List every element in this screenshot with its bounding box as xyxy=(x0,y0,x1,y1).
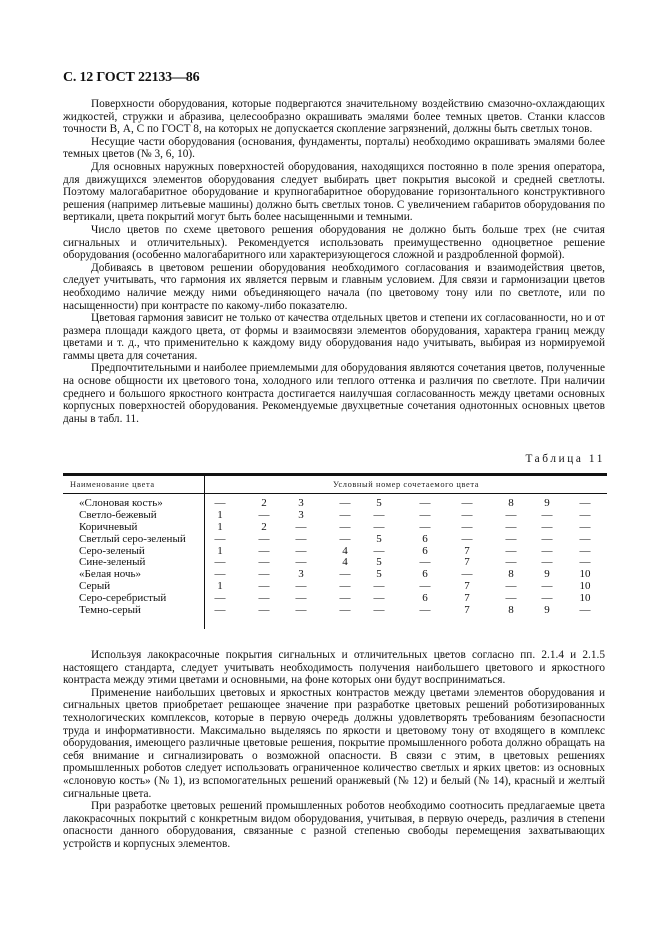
table-cell: — xyxy=(214,497,226,509)
table-cell: — xyxy=(258,556,270,569)
paragraph: Цветовая гармония зависит не только от качества отдельных цветов и степени их согласованности, но и от размера площади каждого цвета, от формы и взаимосвязи элементов оборудования, характера границ между цветами и т. д., что применительно к каждому виду оборудования надо учитывать, выбирая из нормируемой гаммы цвета для сочетания. xyxy=(63,312,605,362)
table-cell: — xyxy=(419,580,431,593)
table-cell: 9 xyxy=(544,604,550,617)
table-header-name: Наименование цвета xyxy=(70,480,155,489)
table-cell: 5 xyxy=(376,532,382,545)
table-cell: — xyxy=(373,508,385,521)
table-cell: — xyxy=(579,556,591,569)
table-cell: 8 xyxy=(508,604,514,617)
table-cell: — xyxy=(339,592,351,605)
table-cell: — xyxy=(295,580,307,593)
table-cell: 7 xyxy=(464,592,470,605)
paragraph: Применение наибольших цветовых и яркостных контрастов между цветами элементов оборудования и сигнальных цветов приобретает решающее значение при разработке цветовых решений роботизированных технологических комплексов, которые в первую очередь должны удовлетворять требованиям безопасности труда и информативности. Максимально выделяясь по яркости и цветовому тону от входящего в комплекс оборудования, имеющего различные цветовые решения, покрытие промышленного робота должно обращать на себя внимание и сигнализировать о возможной опасности. В связи с этим, в цветовых решениях промышленных роботов следует использовать ограниченное количество светлых и ярких цветов: из основных «слоновую кость» (№ 1), из вспомогательных решений оранжевый (№ 12) и белый (№ 14), красный и желтый сигнальные цвета. xyxy=(63,686,605,800)
table-cell: 7 xyxy=(464,580,470,593)
table-row xyxy=(63,522,607,534)
table-cell: — xyxy=(419,604,431,617)
row-color-name: Серо-серебристый xyxy=(79,592,167,605)
table-cell: — xyxy=(295,604,307,617)
table-cell: — xyxy=(258,508,270,521)
table-cell: — xyxy=(258,604,270,617)
table-cell: — xyxy=(505,592,517,605)
table-cell: — xyxy=(419,497,431,509)
table-cell: — xyxy=(258,592,270,605)
table-cell: — xyxy=(505,532,517,545)
table-cell: — xyxy=(214,532,226,545)
table-cell: — xyxy=(579,544,591,557)
paragraph: Используя лакокрасочные покрытия сигнальных и отличительных цветов согласно пп. 2.1.4 и 2.1.5 настоящего стандарта, следует учитывать необходимость получения наибольшего цветового и яркостного контраста между этими цветами и основными, на фоне которых они будут восприниматься. xyxy=(63,649,605,687)
table-cell: — xyxy=(258,580,270,593)
table-cell: 1 xyxy=(217,508,223,521)
table-cell: 9 xyxy=(544,568,550,581)
table-cell: — xyxy=(505,520,517,533)
table-cell: — xyxy=(541,520,553,533)
table-cell: — xyxy=(258,532,270,545)
table-cell: — xyxy=(339,568,351,581)
paragraph: Предпочтительными и наиболее приемлемыми для оборудования являются сочетания цветов, полученные на основе общности их цветового тона, холодного или теплого оттенка и различия по светлоте. При наличии среднего и большого яркостного контраста достигается наилучшая согласованность между цветами основных корпусных поверхностей оборудования. Рекомендуемые двухцветные сочетания однотонных основных цветов даны в табл. 11. xyxy=(63,362,605,425)
table-cell: — xyxy=(214,568,226,581)
table-cell: 5 xyxy=(376,497,382,509)
table-cell: — xyxy=(373,580,385,593)
table-cell: 1 xyxy=(217,520,223,533)
table-cell: — xyxy=(339,497,351,509)
body-text-top xyxy=(63,98,605,425)
row-color-name: Сине-зеленый xyxy=(79,556,146,569)
row-color-name: Серо-зеленый xyxy=(79,544,145,557)
table-row xyxy=(63,510,607,522)
paragraph: При разработке цветовых решений промышленных роботов необходимо соотносить предлагаемые цвета лакокрасочных покрытий с конкретным видом оборудования, учитывая, в первую очередь, различия в степени опасности данного оборудования, связанные с разной степенью свободы перемещения захватывающих устройств и корпусных элементов. xyxy=(63,800,605,850)
table-cell: — xyxy=(461,508,473,521)
paragraph: Поверхности оборудования, которые подвергаются значительному воздействию смазочно-охлаждающих жидкостей, стружки и абразива, целесообразно окрашивать эмалями более темных цветов. Станки классов точности В, А, С по ГОСТ 8, на которых не допускается скопление загрязнений, должны быть светлых тонов. xyxy=(63,98,605,136)
table-cell: 4 xyxy=(342,556,348,569)
table-cell: — xyxy=(339,520,351,533)
table-header-rule xyxy=(63,493,607,494)
table-cell: 3 xyxy=(298,568,304,581)
table-cell: — xyxy=(541,580,553,593)
table-body xyxy=(63,498,607,617)
table-cell: 10 xyxy=(579,580,591,593)
page-header: С. 12 ГОСТ 22133—86 xyxy=(63,70,200,85)
table-cell: — xyxy=(373,544,385,557)
table-cell: — xyxy=(579,604,591,617)
row-color-name: Светлый серо-зеленый xyxy=(79,532,186,545)
table-cell: 5 xyxy=(376,568,382,581)
table-cell: — xyxy=(295,544,307,557)
row-color-name: «Слоновая кость» xyxy=(79,497,163,509)
table-cell: — xyxy=(505,508,517,521)
row-color-name: «Белая ночь» xyxy=(79,568,142,581)
table-row xyxy=(63,557,607,569)
table-cell: — xyxy=(258,568,270,581)
paragraph: Добиваясь в цветовом решении оборудования необходимого согласования и взаимодействия цветов, следует учитывать, что гармония их является первым и главным условием. Для связи и гармонизации цветов необходимо наличие между ними объединяющего начала (по цветовому тону или по светлоте, или по насыщенности) при контрасте по какому-либо показателю. xyxy=(63,261,605,312)
table-cell: — xyxy=(339,580,351,593)
table-cell: 3 xyxy=(298,497,304,509)
table-cell: — xyxy=(541,592,553,605)
table-cell: — xyxy=(541,544,553,557)
table-cell: — xyxy=(461,568,473,581)
table-top-rule xyxy=(63,473,607,476)
table-cell: 7 xyxy=(464,604,470,617)
table-cell: — xyxy=(505,580,517,593)
row-color-name: Светло-бежевый xyxy=(79,508,157,521)
table-cell: — xyxy=(461,520,473,533)
table-cell: 8 xyxy=(508,568,514,581)
table-row xyxy=(63,593,607,605)
table-cell: — xyxy=(461,532,473,545)
table-cell: — xyxy=(579,497,591,509)
table-cell: 2 xyxy=(261,497,267,509)
table-cell: — xyxy=(214,556,226,569)
table-cell: — xyxy=(579,508,591,521)
table-cell: — xyxy=(295,520,307,533)
table-cell: — xyxy=(541,508,553,521)
paragraph: Число цветов по схеме цветового решения оборудования не должно быть больше трех (не считая сигнальных и отличительных). Рекомендуется использовать преимущественно одноцветное решение оборудования (особенно малогабаритного или характеризующегося сложной и раздробленной формой). xyxy=(63,223,605,262)
table-cell: — xyxy=(295,532,307,545)
table-cell: — xyxy=(419,556,431,569)
table-row xyxy=(63,534,607,546)
table-cell: — xyxy=(295,592,307,605)
table-cell: 7 xyxy=(464,544,470,557)
paragraph: Несущие части оборудования (основания, фундаменты, порталы) необходимо окрашивать эмалями более темных цветов (№ 3, 6, 10). xyxy=(63,135,605,161)
table-cell: 2 xyxy=(261,520,267,533)
color-combination-table xyxy=(63,473,607,629)
table-cell: — xyxy=(214,604,226,617)
table-caption: Таблица 11 xyxy=(525,453,605,465)
table-cell: — xyxy=(419,520,431,533)
table-cell: 6 xyxy=(422,592,428,605)
table-row xyxy=(63,569,607,581)
table-cell: — xyxy=(419,508,431,521)
table-cell: 7 xyxy=(464,556,470,569)
table-cell: 10 xyxy=(579,568,591,581)
table-cell: — xyxy=(214,592,226,605)
table-cell: — xyxy=(373,520,385,533)
table-cell: — xyxy=(505,544,517,557)
table-cell: 3 xyxy=(298,508,304,521)
table-cell: — xyxy=(339,532,351,545)
table-cell: — xyxy=(579,520,591,533)
paragraph: Для основных наружных поверхностей оборудования, находящихся постоянно в поле зрения оператора, для движущихся элементов оборудования следует выбирать цвет покрытия высокой и средней светлоты. Поэтому малогабаритное оборудование и крупногабаритное оборудование горизонтального конструктивного решения (например литьевые машины) должно быть светлых тонов. С увеличением габаритов оборудования по вертикали, цвета покрытий могут быть более насыщенными и темными. xyxy=(63,160,605,224)
table-cell: — xyxy=(339,604,351,617)
table-row xyxy=(63,605,607,617)
table-cell: 1 xyxy=(217,544,223,557)
table-cell: 9 xyxy=(544,497,550,509)
table-cell: — xyxy=(258,544,270,557)
table-cell: — xyxy=(541,556,553,569)
table-cell: 10 xyxy=(579,592,591,605)
table-cell: — xyxy=(461,497,473,509)
table-cell: — xyxy=(579,532,591,545)
table-cell: 8 xyxy=(508,497,514,509)
table-cell: 6 xyxy=(422,568,428,581)
table-cell: — xyxy=(541,532,553,545)
row-color-name: Серый xyxy=(79,580,111,593)
body-text-bottom xyxy=(63,649,605,851)
table-cell: — xyxy=(295,556,307,569)
table-cell: — xyxy=(339,508,351,521)
table-cell: — xyxy=(373,592,385,605)
table-cell: 5 xyxy=(376,556,382,569)
table-cell: — xyxy=(505,556,517,569)
table-cell: 6 xyxy=(422,532,428,545)
table-cell: — xyxy=(373,604,385,617)
table-cell: 6 xyxy=(422,544,428,557)
table-header-combo: Условный номер сочетаемого цвета xyxy=(332,480,480,489)
row-color-name: Коричневый xyxy=(79,520,138,533)
row-color-name: Темно-серый xyxy=(79,604,141,617)
table-cell: 1 xyxy=(217,580,223,593)
table-cell: 4 xyxy=(342,544,348,557)
